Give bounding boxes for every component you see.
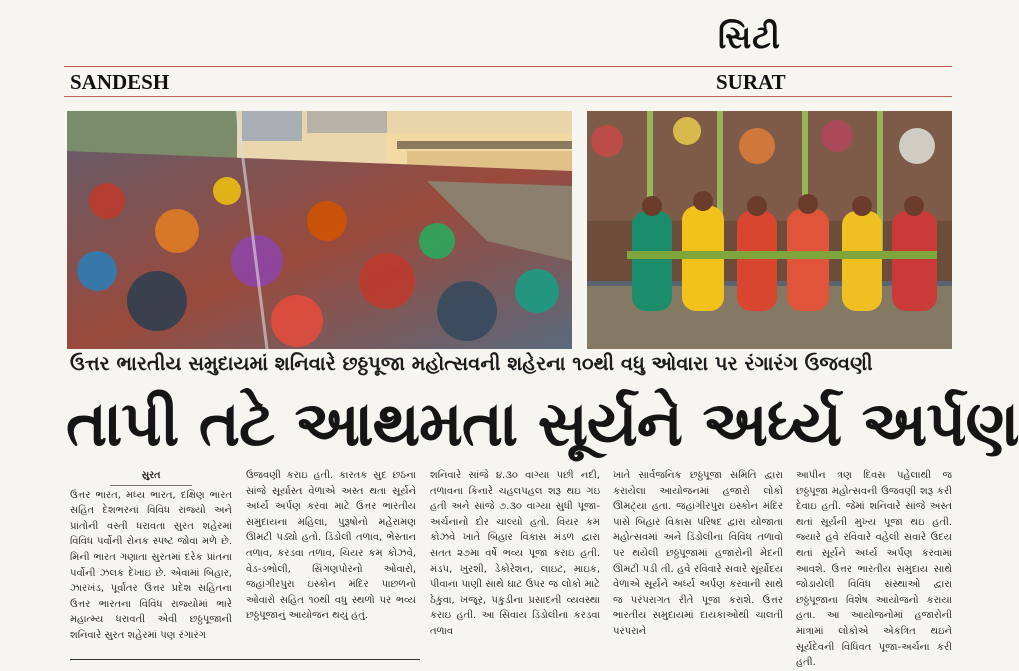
article-column-5 (796, 468, 952, 669)
crowd-photo-image (67, 111, 572, 349)
bottom-rule (70, 659, 420, 660)
article-column-4 (613, 468, 783, 658)
header-rule-bottom (64, 96, 952, 97)
article-paragraph: શનિવારે સાંજે ૪.૩૦ વાગ્યા પછી નદી, તળાવના કિનારે ચહલપહલ શરૂ થઇ ગઇ હતી અને સાંજે ૭.૩૦ વાગ્યા સુધી પૂજા-અર્ચનાનો દોર ચાલ્યો હતો. વિયર કમ કોઝવે ખાતે બિહાર વિકાસ મંડળ દ્વારા સતત ૨૭મા વર્ષે ભવ્ય પૂજા કરાઇ હતી. મંડપ, ખુરશી, ડેકોરેશન, લાઇટ, માઇક, પીવાના પાણી સાથે ઘાટ ઉપર જ લોકો માટે ઠેકુવા, ખજૂર, પકુડીના પ્રસાદની વ્યવસ્થા કરાઇ હતી. આ સિવાય ડિંડોલીના કરડવા તળાવ (430, 470, 600, 637)
subheadline: ઉત્તર ભારતીય સમુદાયમાં શનિવારે છઠ્ઠપૂજા મહોત્સવની શહેરના ૧૦થી વધુ ઓવારા પર રંગારંગ ઉજવણી (70, 352, 873, 375)
article-paragraph: ઉત્તર ભારત, મધ્ય ભારત, દક્ષિણ ભારત સહિત દેશભરનાં વિવિધ રાજ્યો અને પ્રાંતોની વસ્તી ધરાવતા સુરત શહેરમાં વિવિધ પર્વોની રોનક સ્પષ્ટ જોવા મળે છે. મિની ભારત ગણાતા સુરતમાં દરેક પ્રાંતના પર્વોની ઝલક દેખાઇ છે. એવામાં બિહાર, ઝારખંડ, પૂર્વાંતર ઉત્તર પ્રદેશ સહિતના ઉત્તર ભારતના વિવિધ રાજ્યોમાં ભારે મહાત્મ્ય ધરાવતી એવી છઠ્ઠપૂજાની શનિવારે સુરત શહેરમાં પણ રંગારંગ (70, 489, 232, 641)
paper-name: SANDESH (70, 70, 170, 94)
article-column-3 (430, 468, 600, 658)
crowd-photo (67, 111, 572, 349)
article-column-2 (246, 468, 416, 658)
byline: સુરત (110, 468, 192, 486)
worshippers-photo-image (587, 111, 952, 349)
article-column-1 (70, 468, 232, 658)
worshippers-photo (587, 111, 952, 349)
article-paragraph: આપીન ત્રણ દિવસ પહેલાથી જ છઠ્ઠપૂજા મહોત્સવની ઉજવણી શરૂ કરી દેવાઇ હતી. જેમાં શનિવારે સાંજે અસ્ત થતાં સૂર્યની મુખ્ય પૂજા થઇ હતી. જ્યારે હવે રવિવારે વહેલી સવારે ઉદય થતાં સૂર્યને અર્ધ્ય અર્પણ કરવામાં આવશે. ઉત્તર ભારતીય સમુદાય સાથે જોડાયેલી વિવિધ સંસ્થાઓ દ્વારા છઠ્ઠપૂજાના વિશેષ આયોજનો કરાયા હતા. આ આયોજનોમાં હજારોની માત્રામાં લોકોએ એકત્રિત થઇને સૂર્યદેવની વિધિવત પૂજા-અર્ચના કરી હતી. (796, 470, 952, 669)
header-rule-top (64, 66, 952, 67)
article-paragraph: ઉજવણી કરાઇ હતી. કારતક સુદ છઠના સાંજે સૂર્યાસ્ત વેળાએ અસ્ત થતા સૂર્યને અર્ધ્ય અર્પણ કરવા માટે ઉત્તર ભારતીય સમુદાયના મહિલા, પુરૂષોનો મહેરામણ ઊમટી પડ્યો હતો. ડિંડોલી તળાવ, ભેસ્તાન તળાવ, કરડવા તળાવ, ચિયર કમ કોઝવે, વેડ-ડભોલી, સિંગણપોરનો ઓવારો, જહાંગીરપુરા ઇસ્કોન મંદિર પાછળનો ઓવારો સહિત ૧૦થી વધુ સ્થળો પર ભવ્ય છઠ્ઠપૂજાનું આયોજન થયું હતું. (246, 470, 416, 622)
headline: તાપી તટે આથમતા સૂર્યને અર્ધ્ય અર્પણ (66, 387, 1019, 460)
section-title: સિટી (718, 18, 781, 56)
article-paragraph: ખાતે સાર્વજનિક છઠ્ઠપૂજા સમિતિ દ્વારા કરાયેલા આયોજનમાં હજારો લોકો ઊમટ્યા હતા. જહાંગીરપુરા ઇસ્કોન મંદિર પાસે બિહાર વિકાસ પરિષદ દ્વારા યોજાતા મહોત્સવમાં અને ડિંડોલીના વિવિધ તળાવો પર થયેલી છઠ્ઠપૂજામાં હજારોની મેદની ઊમટી પડી તી. હવે રવિવારે સવારે સૂર્યોદય વેળાએ સૂર્યને અર્ધ્ય અર્પણ કરવાની સાથે જ પરંપરાગત રીતે પૂજા કરાશે. ઉત્તર ભારતીય સમુદાયમાં દાયકાઓથી ચાલતી પરંપરાને (613, 470, 783, 637)
city-name: SURAT (716, 70, 786, 94)
